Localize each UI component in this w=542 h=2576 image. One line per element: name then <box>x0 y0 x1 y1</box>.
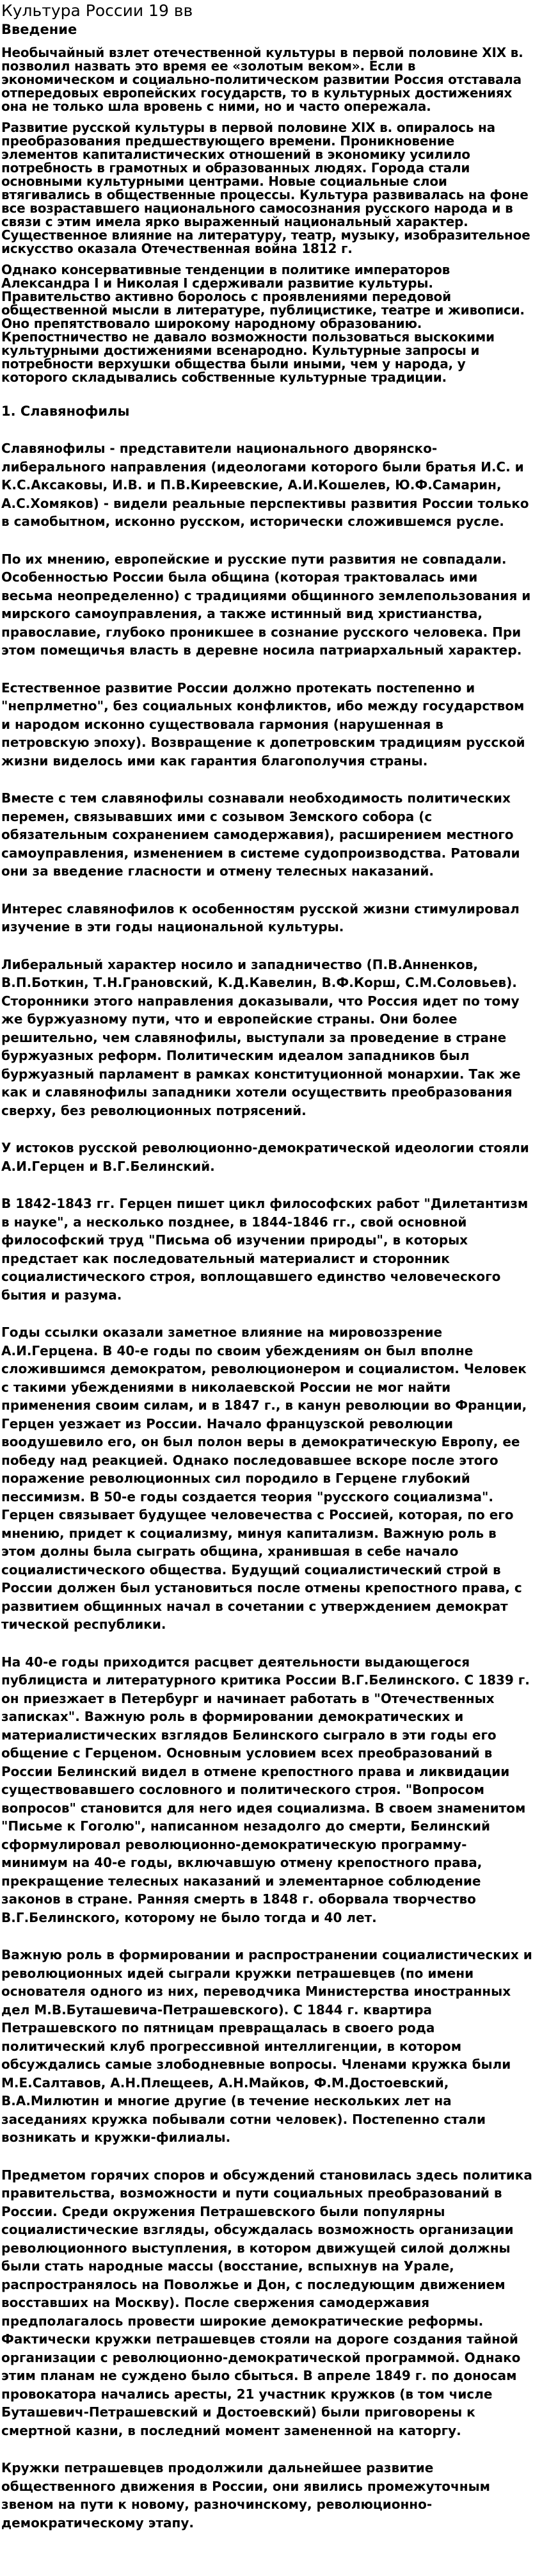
section-paragraph: В 1842-1843 гг. Герцен пишет цикл философских работ "Дилетантизм в науке", а несколько позднее, в 1844-1846 гг., свой основной философский труд "Письма об изучении природы", в которых предстает как последовательный материалист и сторонник социалистического строя, воплощавшего единство человеческого бытия и разума. <box>1 1196 529 1303</box>
section-paragraph: Славянофилы - представители национального дворянско-либерального направления (идеологами которого были братья И.С. и К.С.Аксаковы, И.В. и П.В.Киреевские, А.И.Кошелев, Ю.Ф.Самарин, А.С.Хомяков) - видели реальные перспективы развития России только в самобытном, исконно русском, исторически сложившемся русле. <box>1 441 529 529</box>
intro-paragraph: Однако консервативные тенденции в политике императоров Александра I и Николая I сдерживали развитие культуры. Правительство активно боролось с проявлениями передовой общественной мысли в литературе, публицистике, театре и живописи. Оно препятствовало широкому народному образованию. Крепостничество не давало возможности пользоваться выскокими культурными достижениями всенародно. Культурные запросы и потребности верхушки общества были иными, чем у народа, у которого складывались собственные культурные традиции. <box>1 262 525 385</box>
section-paragraph: Кружки петрашевцев продолжили дальнейшее развитие общественного движения в России, они явились промежуточным звеном на пути к новому, разночинскому, революционно-демократическому этапу. <box>1 2460 491 2531</box>
document-title: Культура России 19 вв <box>1 1 193 20</box>
intro-paragraph: Необычайный взлет отечественной культуры в первой половине XIX в. позволил назвать это время ее «золотым веком». Если в экономическом и социально-политическом развитии Россия отставала отпередовых европейских государств, то в культурных достижениях она не только шла вровень с ними, но и часто опережала. <box>1 45 523 114</box>
section-paragraph: На 40-е годы приходится расцвет деятельности выдающегося публициста и литературного критика России В.Г.Белинского. С 1839 г. он приезжает в Петербург и начинает работать в "Отечественных записках". Важную роль в формировании демократических и материалистических взглядов Белинского сыграло в эти годы его общение с Герценом. Основным условием всех преобразований в России Белинский видел в отмене крепостного права и ликвидации существовавшего сословного и политического строя. "Вопросом вопросов" становится для него идея социализма. В своем знаменитом "Письме к Гоголю", написанном незадолго до смерти, Белинский сформулировал революционно-демократическую программу-минимум на 40-е годы, включавшую отмену крепостного права, прекращение телесных наказаний и элементарное соблюдение законов в стране. Ранняя смерть в 1848 г. оборвала творчество В.Г.Белинского, которому не было тогда и 40 лет. <box>1 1654 530 1925</box>
section-heading: 1. Славянофилы <box>1 404 130 419</box>
section-paragraph: Годы ссылки оказали заметное влияние на мировоззрение А.И.Герцена. В 40-е годы по своим убеждениям он был вполне сложившимся демократом, революционером и социалистом. Человек с такими убеждениями в николаевской России не мог найти применения своим силам, и в 1847 г., в канун революции во Франции, Герцен уезжает из России. Начало французской революции воодушевило его, он был полон веры в демократическую Европу, ее победу над реакцией. Однако последовавшее вскоре после этого поражение революционных сил породило в Герцене глубокий пессимизм. В 50-е годы создается теория "русского социализма". Герцен связывает будущее человечества с Россией, которая, по его мнению, придет к социализму, минуя капитализм. Важную роль в этом долны была сыграть община, хранившая в себе начало социалистического общества. Будущий социалистический строй в России должен был установиться после отмены крепостного права, с развитием общинных начал в сочетании с утверждением демократ тической республики. <box>1 1325 527 1632</box>
section-paragraph: Важную роль в формировании и распространении социалистических и революционных идей сыграли кружки петрашевцев (по имени основателя одного из них, переводчика Министерства иностранных дел М.В.Буташевича-Петрашевского). С 1844 г. квартира Петрашевского по пятницам превращалась в своего рода политический клуб прогрессивной интеллигенции, в котором обсуждались самые злободневные вопросы. Членами кружка были М.Е.Салтавов, А.Н.Плещеев, А.Н.Майков, Ф.М.Достоевский, В.А.Милютин и многие другие (в течение нескольких лет на заседаниях кружка побывали сотни человек). Постепенно стали возникать и кружки-филиалы. <box>1 1947 532 2145</box>
section-paragraph: У истоков русской революционно-демократической идеологии стояли А.И.Герцен и В.Г.Белинский. <box>1 1140 529 1174</box>
section-paragraph: Естественное развитие России должно протекать постепенно и "непрлметно", без социальных конфликтов, ибо между государством и народом исконно существовала гармония (нарушенная в петровскую эпоху). Возвращение к допетровским традициям русской жизни виделось ими как гарантия благополучия страны. <box>1 680 525 769</box>
section-paragraph: По их мнению, европейские и русские пути развития не совпадали. Особенностью России была община (которая трактовалась ими весьма неопределенно) с традициями общинного землепользования и мирского самоуправления, а также истинный вид христианства, православие, глубоко проникшее в сознание русского человека. При этом помещичья власть в деревне носила патриархальный характер. <box>1 551 531 658</box>
intro-paragraph: Развитие русской культуры в первой половине XIX в. опиралось на преобразования предшествующего времени. Проникновение элементов капиталистических отношений в экономику усилило потребность в грамотных и образованных людях. Города стали основными культурными центрами. Новые социальные слои втягивались в общественные процессы. Культура развивалась на фоне все возраставшего национального самосознания русского народа и в связи с этим имела ярко выраженный национальный характер. Существенное влияние на литературу, театр, музыку, изобразительное искусство оказала Отечественная война 1812 г. <box>1 120 530 256</box>
section-paragraph: Интерес славянофилов к особенностям русской жизни стимулировал изучение в эти годы национальной культуры. <box>1 901 520 934</box>
section-paragraph: Либеральный характер носило и западничество (П.В.Анненков, В.П.Боткин, Т.Н.Грановский, К.Д.Кавелин, В.Ф.Корш, С.М.Соловьев). Сторонники этого направления доказывали, что Россия идет по тому же буржуазному пути, что и европейские страны. Они более решительно, чем славянофилы, выступали за проведение в стране буржуазных реформ. Политическим идеалом западников был буржуазный парламент в рамках конституционной монархии. Так же как и славянофилы западники хотели осуществить преобразования сверху, без революционных потрясений. <box>1 956 521 1118</box>
section-paragraph: Предметом горячих споров и обсуждений становилась здесь политика правительства, возможности и пути социальных преобразований в России. Среди окружения Петрашевского были популярны социалистические взгляды, обсуждалась возможность организации революционного выступления, в котором движущей силой должны были стать народные массы (восстание, вспыхнув на Урале, распространялось на Поволжье и Дон, с последующим движением восставших на Москву). После свержения самодержавия предполагалось провести широкие демократические реформы. Фактически кружки петрашевцев стояли на дороге создания тайной организации с революционно-демократической программой. Однако этим планам не суждено было сбыться. В апреле 1849 г. по доносам провокатора начались аресты, 21 участник кружков (в том числе Буташевич-Петрашевский и Достоевский) были приговорены к смертной казни, в последний момент замененной на каторгу. <box>1 2167 532 2438</box>
intro-heading: Введение <box>1 22 77 37</box>
section-paragraph: Вместе с тем славянофилы сознавали необходимость политических перемен, связывавших ими с созывом Земского собора (с обязательным сохранением самодержавия), расширением местного самоуправления, изменением в системе судопроизводства. Ратовали они за введение гласности и отмену телесных наказаний. <box>1 790 520 879</box>
